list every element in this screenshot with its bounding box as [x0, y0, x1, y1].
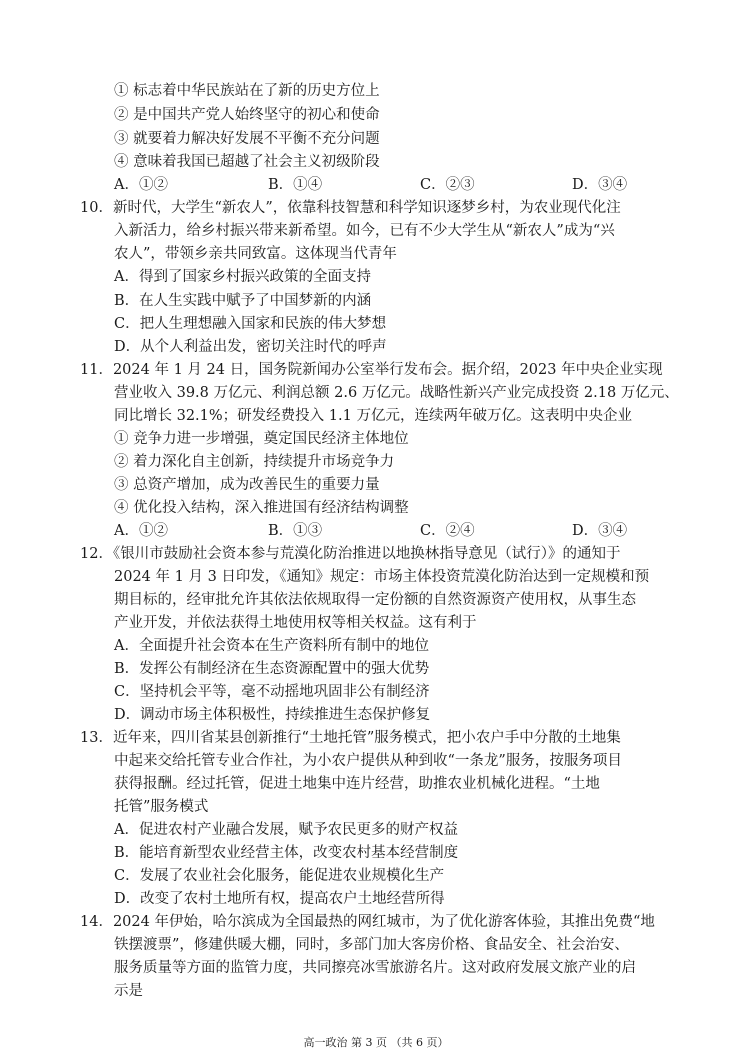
q9-choice-d: D．③④ — [572, 177, 628, 193]
q11-stem-line-2: 营业收入 39.8 万亿元、利润总额 2.6 万亿元。战略性新兴产业完成投资 2.18 万亿元、 — [114, 385, 679, 401]
q11-choice-a: A．①② — [114, 523, 168, 539]
q11-choice-d: D．③④ — [572, 523, 628, 539]
q13-option-b: B．能培育新型农业经营主体，改变农村基本经营制度 — [114, 845, 459, 861]
q12-option-a: A．全面提升社会资本在生产资料所有制中的地位 — [114, 638, 429, 654]
q9-item-2: ② 是中国共产党人始终坚守的初心和使命 — [114, 107, 380, 123]
q10-option-c: C．把人生理想融入国家和民族的伟大梦想 — [114, 316, 387, 332]
q12-stem-line-3: 期目标的，经审批允许其依法依规取得一定份额的自然资源资产使用权，从事生态 — [114, 592, 636, 608]
q13-stem-line-2: 中起来交给托管专业合作社，为小农户提供从种到收“一条龙”服务，按服务项目 — [114, 753, 622, 769]
q10-option-a: A．得到了国家乡村振兴政策的全面支持 — [114, 269, 371, 285]
q9-choice-c: C．②③ — [420, 177, 475, 193]
q12-option-b: B．发挥公有制经济在生态资源配置中的强大优势 — [114, 661, 430, 677]
q11-item-3: ③ 总资产增加，成为改善民生的重要力量 — [114, 477, 380, 493]
q10-stem-line-1: 10．新时代，大学生“新农人”，依靠科技智慧和科学知识逐梦乡村，为农业现代化注 — [80, 200, 621, 216]
q11-stem-line-3: 同比增长 32.1%；研发经费投入 1.1 万亿元，连续两年破万亿。这表明中央企业 — [114, 408, 632, 424]
q11-item-1: ① 竞争力进一步增强，奠定国民经济主体地位 — [114, 431, 409, 447]
q10-stem-line-3: 农人”，带领乡亲共同致富。这体现当代青年 — [114, 246, 397, 262]
q12-stem-line-4: 产业开发，并依法获得土地使用权等相关权益。这有利于 — [114, 615, 477, 631]
q12-option-d: D．调动市场主体积极性，持续推进生态保护修复 — [114, 707, 431, 723]
q12-stem-line-2: 2024 年 1 月 3 日印发，《通知》规定：市场主体投资荒漠化防治达到一定规模和预 — [114, 569, 650, 585]
q13-option-a: A．促进农村产业融合发展，赋予农民更多的财产权益 — [114, 822, 458, 838]
q9-item-3: ③ 就要着力解决好发展不平衡不充分问题 — [114, 131, 380, 147]
q10-stem-line-2: 入新活力，给乡村振兴带来新希望。如今，已有不少大学生从“新农人”成为“兴 — [114, 223, 615, 239]
q14-stem-line-3: 服务质量等方面的监管力度，共同擦亮冰雪旅游名片。这对政府发展文旅产业的启 — [114, 960, 636, 976]
q9-item-1: ① 标志着中华民族站在了新的历史方位上 — [114, 83, 380, 99]
q14-stem-line-2: 铁摆渡票”，修建供暖大棚，同时，多部门加大客房价格、食品安全、社会治安、 — [114, 937, 629, 953]
q14-stem-line-4: 示是 — [114, 983, 143, 999]
q13-stem-line-1: 13．近年来，四川省某县创新推行“土地托管”服务模式，把小农户手中分散的土地集 — [80, 730, 621, 746]
q9-choice-b: B．①④ — [268, 177, 323, 193]
page-footer: 高一政治 第 3 页 （共 6 页） — [303, 1036, 449, 1049]
q11-item-2: ② 着力深化自主创新，持续提升市场竞争力 — [114, 454, 395, 470]
q10-option-d: D．从个人利益出发，密切关注时代的呼声 — [114, 339, 387, 355]
q12-option-c: C．坚持机会平等，毫不动摇地巩固非公有制经济 — [114, 684, 430, 700]
q13-stem-line-3: 获得报酬。经过托管，促进土地集中连片经营，助推农业机械化进程。“土地 — [114, 776, 600, 792]
q13-option-d: D．改变了农村土地所有权，提高农户土地经营所得 — [114, 891, 445, 907]
q12-stem-line-1: 12．《银川市鼓励社会资本参与荒漠化防治推进以地换林指导意见（试行）》的通知于 — [80, 546, 621, 562]
q10-option-b: B．在人生实践中赋予了中国梦新的内涵 — [114, 293, 372, 309]
q13-stem-line-4: 托管”服务模式 — [114, 799, 209, 815]
q11-choice-b: B．①③ — [268, 523, 323, 539]
q11-stem-line-1: 11．2024 年 1 月 24 日，国务院新闻办公室举行发布会。据介绍，2023 年中央企业实现 — [80, 362, 663, 378]
q9-choice-a: A．①② — [114, 177, 168, 193]
q11-choice-c: C．②④ — [420, 523, 475, 539]
q13-option-c: C．发展了农业社会化服务，能促进农业规模化生产 — [114, 868, 445, 884]
q9-item-4: ④ 意味着我国已超越了社会主义初级阶段 — [114, 154, 380, 170]
q11-item-4: ④ 优化投入结构，深入推进国有经济结构调整 — [114, 500, 409, 516]
q14-stem-line-1: 14．2024 年伊始，哈尔滨成为全国最热的网红城市，为了优化游客体验，其推出免费“地 — [80, 914, 655, 930]
